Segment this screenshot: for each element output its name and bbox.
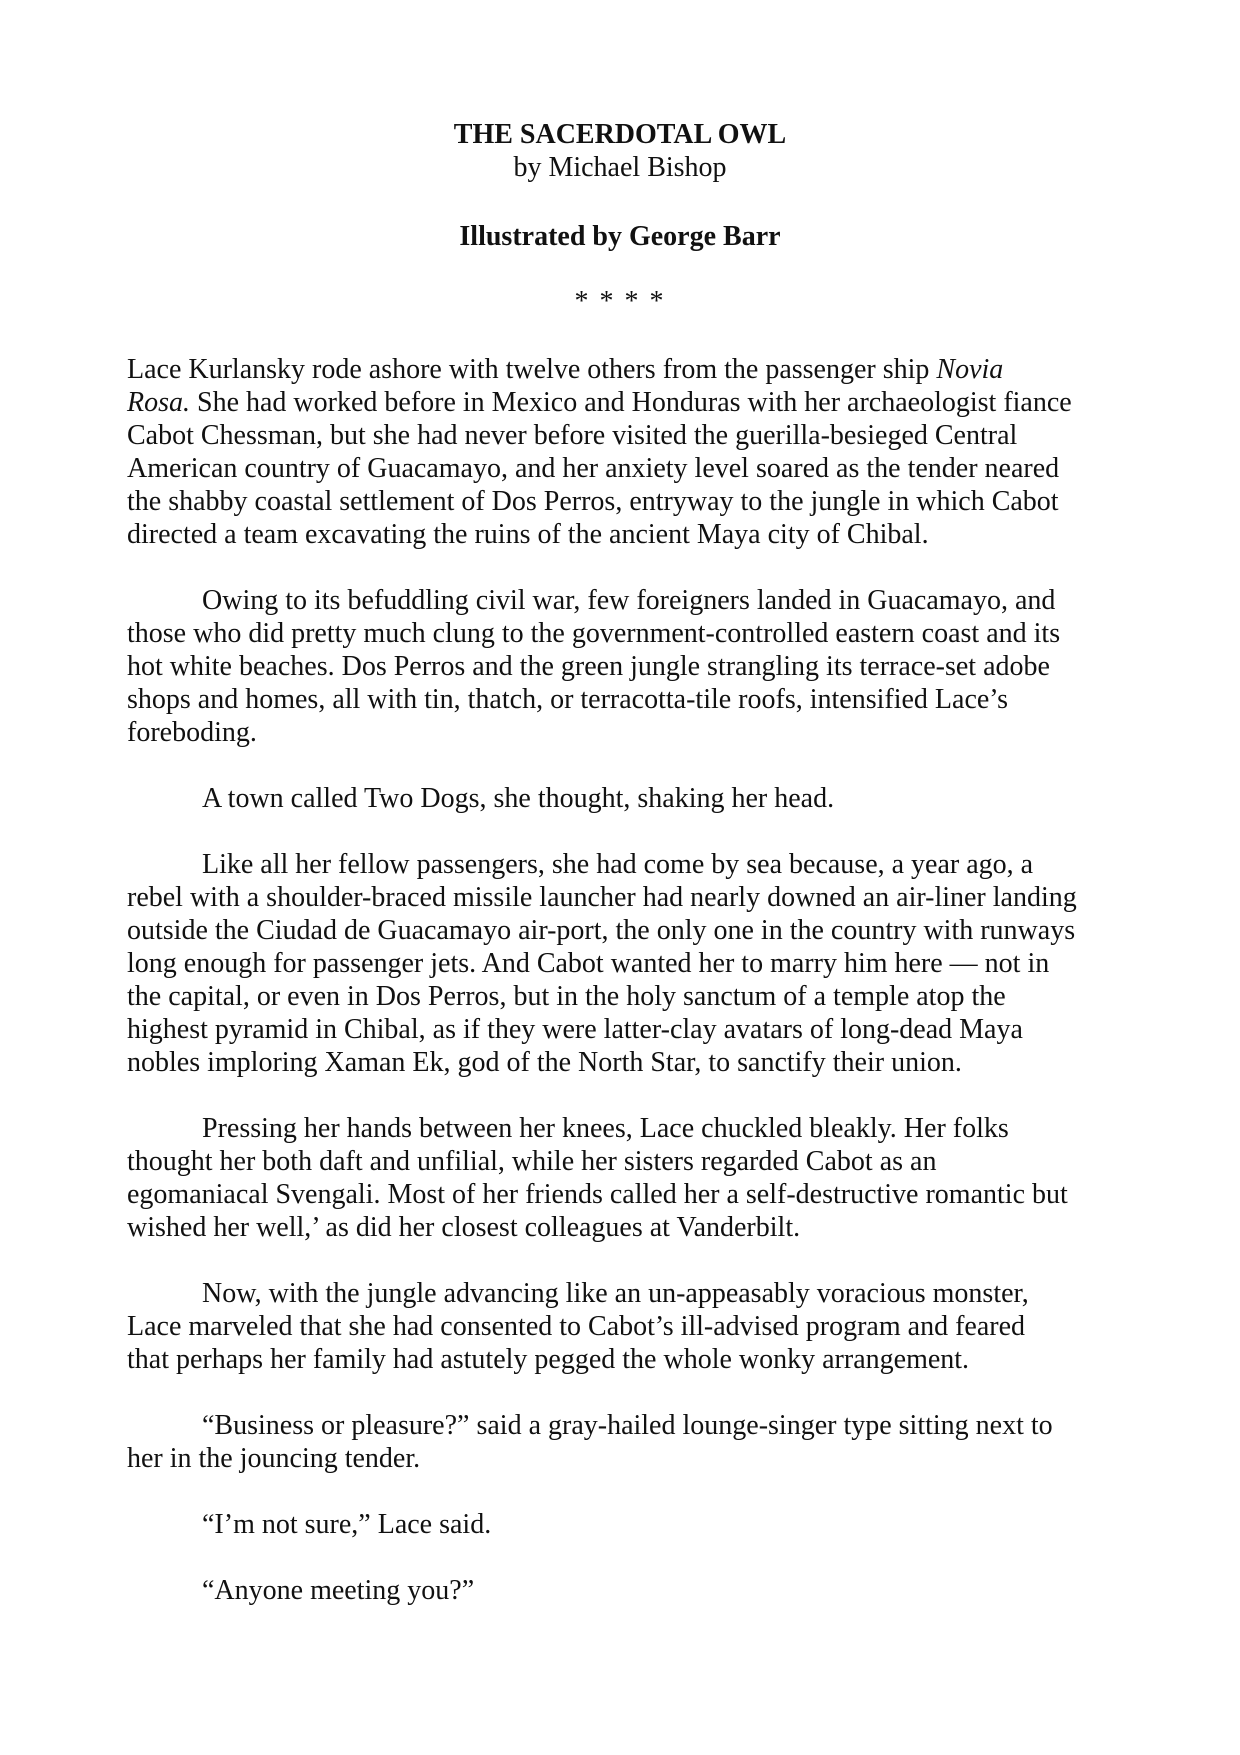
ship-name-italic: Rosa. [127, 387, 190, 418]
paragraph-5 [127, 1112, 1127, 1244]
text-line: egomaniacal Svengali. Most of her friends called her a self-destructive romantic but [127, 1179, 1068, 1210]
paragraph-4 [127, 848, 1127, 1079]
paragraph-1 [127, 353, 1127, 551]
text-line: her in the jouncing tender. [127, 1443, 421, 1474]
text-line [127, 353, 1127, 386]
text-line: “Anyone meeting you?” [202, 1575, 475, 1606]
text-line: Lace marveled that she had consented to Cabot’s ill-advised program and feared [127, 1311, 1025, 1342]
text-line: American country of Guacamayo, and her anxiety level soared as the tender neared [127, 453, 1060, 484]
text-line: that perhaps her family had astutely pegged the whole wonky arrangement. [127, 1344, 970, 1375]
text-line: nobles imploring Xaman Ek, god of the North Star, to sanctify their union. [127, 1047, 962, 1078]
text-line: Pressing her hands between her knees, Lace chuckled bleakly. Her folks [202, 1113, 1009, 1144]
text-line: those who did pretty much clung to the government-controlled eastern coast and its [127, 618, 1061, 649]
text-line: “I’m not sure,” Lace said. [202, 1509, 492, 1540]
paragraph-8 [127, 1508, 1127, 1541]
text-line: long enough for passenger jets. And Cabot wanted her to marry him here — not in [127, 948, 1050, 979]
text-line: Like all her fellow passengers, she had come by sea because, a year ago, a [202, 849, 1034, 880]
text-line: hot white beaches. Dos Perros and the green jungle strangling its terrace-set adobe [127, 651, 1050, 682]
text-line: the shabby coastal settlement of Dos Perros, entryway to the jungle in which Cabot [127, 486, 1059, 517]
text-line: foreboding. [127, 717, 257, 748]
text-run: She had worked before in Mexico and Honduras with her archaeologist fiance [190, 387, 1072, 418]
story-title: THE SACERDOTAL OWL [453, 119, 787, 150]
paragraph-3 [127, 782, 1127, 815]
text-line: the capital, or even in Dos Perros, but in the holy sanctum of a temple atop the [127, 981, 1006, 1012]
text-line: outside the Ciudad de Guacamayo air-port, the only one in the country with runways [127, 915, 1076, 946]
text-line: Now, with the jungle advancing like an un-appeasably voracious monster, [202, 1278, 1029, 1309]
section-separator: * * * * [574, 286, 666, 317]
paragraph-2 [127, 584, 1127, 749]
text-line: A town called Two Dogs, she thought, shaking her head. [202, 783, 835, 814]
paragraph-9 [127, 1574, 1127, 1607]
paragraph-6 [127, 1277, 1127, 1376]
text-line [127, 386, 1127, 419]
text-line: shops and homes, all with tin, thatch, or terracotta-tile roofs, intensified Lace’s [127, 684, 1008, 715]
text-line: Owing to its befuddling civil war, few foreigners landed in Guacamayo, and [202, 585, 1056, 616]
story-body [127, 353, 1127, 1640]
text-line: highest pyramid in Chibal, as if they were latter-clay avatars of long-dead Maya [127, 1014, 1023, 1045]
text-line: wished her well,’ as did her closest colleagues at Vanderbilt. [127, 1212, 801, 1243]
author-byline: by Michael Bishop [513, 152, 727, 183]
text-run: Lace Kurlansky rode ashore with twelve others from the passenger ship [127, 354, 937, 385]
text-line: “Business or pleasure?” said a gray-hailed lounge-singer type sitting next to [202, 1410, 1053, 1441]
text-line: Cabot Chessman, but she had never before visited the guerilla-besieged Central [127, 420, 1018, 451]
text-line: rebel with a shoulder-braced missile launcher had nearly downed an air-liner landing [127, 882, 1077, 913]
paragraph-7 [127, 1409, 1127, 1475]
text-line: thought her both daft and unfilial, while her sisters regarded Cabot as an [127, 1146, 937, 1177]
text-line: directed a team excavating the ruins of the ancient Maya city of Chibal. [127, 519, 929, 550]
ship-name-italic: Novia [936, 354, 1004, 385]
illustrator-credit: Illustrated by George Barr [459, 221, 781, 252]
